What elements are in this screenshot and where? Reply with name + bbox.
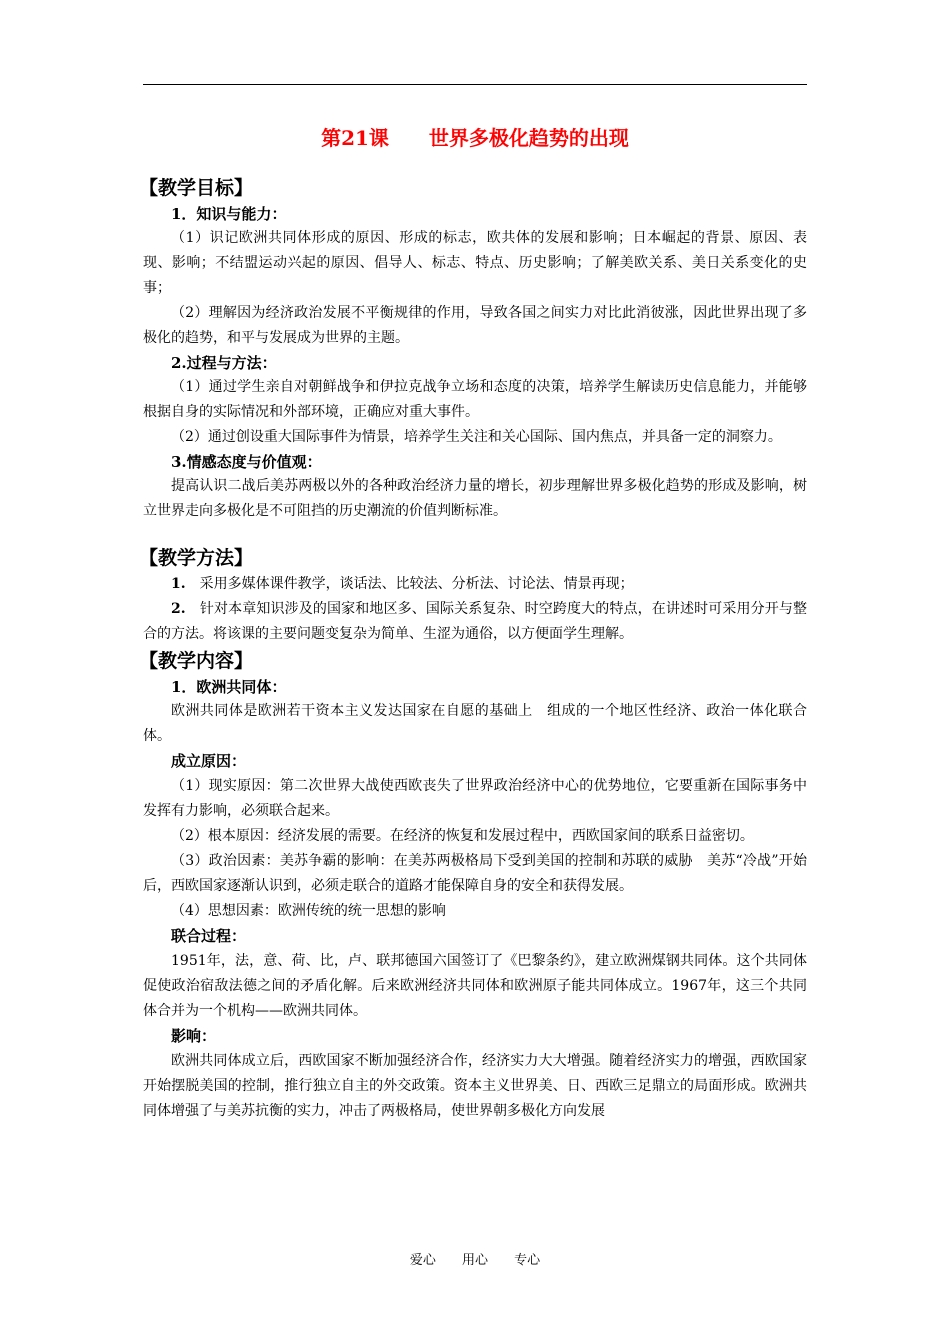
lesson-title: 第21课 世界多极化趋势的出现 — [321, 126, 629, 150]
document-body — [139, 174, 808, 1124]
paragraph-process-2: （2）通过创设重大国际事件为情景，培养学生关注和关心国际、国内焦点，并具备一定的洞察力。 — [171, 429, 782, 445]
method-item-2 — [143, 597, 807, 647]
paragraph-emotion: 提高认识二战后美苏两极以外的各种政治经济力量的增长，初步理解世界多极化趋势的形成及影响，树立世界走向多极化是不可阻挡的历史潮流的价值判断标准。 — [143, 478, 807, 519]
subheading-emotion: 3.情感态度与价值观： — [171, 453, 322, 471]
page-footer: 爱心 用心 专心 — [409, 1253, 541, 1268]
label-process: 联合过程： — [171, 927, 247, 945]
paragraph-knowledge-1: （1）识记欧洲共同体形成的原因、形成的标志，欧共体的发展和影响；日本崛起的背景、原因、表现、影响；不结盟运动兴起的原因、倡导人、标志、特点、历史影响；了解美欧关系、美日关系变化的史事； — [143, 230, 807, 296]
method-item-2-text: 针对本章知识涉及的国家和地区多、国际关系复杂、时空跨度大的特点，在讲述时可采用分开与整合的方法。将该课的主要问题变复杂为简单、生涩为通俗，以方便面学生理解。 — [143, 601, 808, 642]
section-heading-methods: 【教学方法】 — [139, 547, 254, 569]
section-heading-content: 【教学内容】 — [139, 650, 254, 672]
paragraph-cause-1: （1）现实原因：第二次世界大战使西欧丧失了世界政治经济中心的优势地位，它要重新在国际事务中发挥有力影响，必须联合起来。 — [143, 778, 807, 819]
paragraph-cause-2: （2）根本原因：经济发展的需要。在经济的恢复和发展过程中，西欧国家间的联系日益密切。 — [171, 828, 754, 844]
paragraph-ec-definition: 欧洲共同体是欧洲若干资本主义发达国家在自愿的基础上 组成的一个地区性经济、政治一体化联合体。 — [143, 703, 807, 744]
subheading-knowledge: 1．知识与能力： — [171, 205, 287, 223]
label-impact: 影响： — [171, 1027, 217, 1045]
header-rule — [143, 84, 807, 85]
subheading-ec: 1．欧洲共同体： — [171, 678, 287, 696]
method-item-1 — [143, 572, 807, 597]
method-item-1-number: 1. — [171, 576, 186, 592]
paragraph-cause-4: （4）思想因素：欧洲传统的统一思想的影响 — [171, 903, 446, 919]
method-item-1-text: 采用多媒体课件教学，谈话法、比较法、分析法、讨论法、情景再现； — [199, 576, 634, 592]
paragraph-union-process: 1951年，法，意、荷、比，卢、联邦德国六国签订了《巴黎条约》，建立欧洲煤钢共同体。这个共同体促使政治宿敌法德之间的矛盾化解。后来欧洲经济共同体和欧洲原子能共同体成立。1967年，这三个共同体合并为一个机构——欧洲共同体。 — [143, 953, 807, 1019]
paragraph-knowledge-2: （2）理解因为经济政治发展不平衡规律的作用，导致各国之间实力对比此消彼涨，因此世界出现了多极化的趋势，和平与发展成为世界的主题。 — [143, 305, 807, 346]
section-heading-goals: 【教学目标】 — [139, 177, 254, 199]
paragraph-process-1: （1）通过学生亲自对朝鲜战争和伊拉克战争立场和态度的决策，培养学生解读历史信息能力，并能够根据自身的实际情况和外部环境，正确应对重大事件。 — [143, 379, 807, 420]
method-item-2-number: 2. — [171, 601, 186, 617]
subheading-process: 2.过程与方法： — [171, 354, 277, 372]
label-causes: 成立原因： — [171, 752, 247, 770]
paragraph-cause-3: （3）政治因素：美苏争霸的影响：在美苏两极格局下受到美国的控制和苏联的威胁 美苏“冷战”开始后，西欧国家逐渐认识到，必须走联合的道路才能保障自身的安全和获得发展。 — [143, 853, 807, 894]
paragraph-impact: 欧洲共同体成立后，西欧国家不断加强经济合作，经济实力大大增强。随着经济实力的增强，西欧国家开始摆脱美国的控制，推行独立自主的外交政策。资本主义世界美、日、西欧三足鼎立的局面形成。欧洲共同体增强了与美苏抗衡的实力，冲击了两极格局，使世界朝多极化方向发展 — [143, 1053, 807, 1119]
section-gap — [143, 524, 807, 544]
